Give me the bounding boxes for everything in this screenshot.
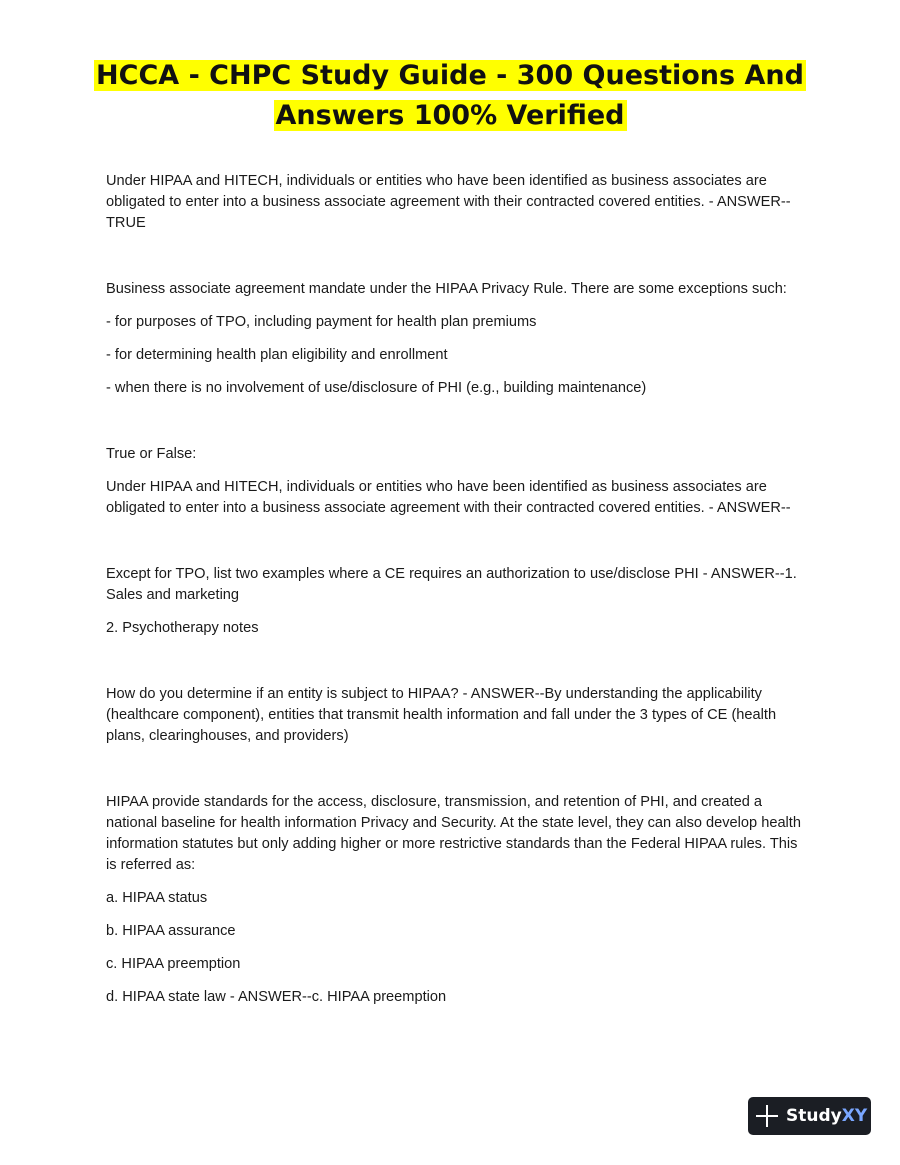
title-line-1: HCCA - CHPC Study Guide - 300 Questions And	[96, 60, 804, 91]
paragraph: d. HIPAA state law - ANSWER--c. HIPAA preemption	[106, 989, 447, 1005]
qa-block	[106, 684, 806, 747]
paragraph: b. HIPAA assurance	[106, 923, 236, 939]
qa-block	[106, 444, 806, 519]
studyxy-logo[interactable]	[748, 1097, 871, 1135]
logo-text	[786, 1106, 867, 1126]
document-body	[106, 171, 806, 1020]
qa-block	[106, 792, 806, 1008]
logo-text-main: Study	[786, 1106, 842, 1126]
paragraph: c. HIPAA preemption	[106, 956, 241, 972]
qa-block	[106, 279, 806, 399]
paragraph: Under HIPAA and HITECH, individuals or entities who have been identified as business associates are obligated to enter into a business associate agreement with their contracted covered entities. - ANSWER--TRUE	[106, 173, 791, 231]
paragraph: How do you determine if an entity is subject to HIPAA? - ANSWER--By understanding the applicability (healthcare component), entities that transmit health information and fall under the 3 types of CE (health plans, clearinghouses, and providers)	[106, 686, 777, 744]
logo-text-accent: XY	[841, 1106, 868, 1126]
plus-icon	[756, 1105, 778, 1127]
paragraph: 2. Psychotherapy notes	[106, 620, 259, 636]
paragraph: - when there is no involvement of use/disclosure of PHI (e.g., building maintenance)	[106, 380, 647, 396]
qa-block	[106, 564, 806, 639]
document-title	[0, 56, 900, 136]
paragraph: True or False:	[106, 446, 197, 462]
paragraph: Except for TPO, list two examples where a CE requires an authorization to use/disclose PHI - ANSWER--1. Sales and marketing	[106, 566, 797, 603]
paragraph: HIPAA provide standards for the access, disclosure, transmission, and retention of PHI, and created a national baseline for health information Privacy and Security. At the state level, they can also develop health information statutes but only adding higher or more restrictive standards than the Federal HIPAA rules. This is referred as:	[106, 794, 801, 873]
title-line-2: Answers 100% Verified	[275, 100, 625, 131]
paragraph: - for purposes of TPO, including payment for health plan premiums	[106, 314, 537, 330]
paragraph: Under HIPAA and HITECH, individuals or entities who have been identified as business associates are obligated to enter into a business associate agreement with their contracted covered entities. - ANSWER--	[106, 479, 791, 516]
paragraph: a. HIPAA status	[106, 890, 208, 906]
paragraph: Business associate agreement mandate under the HIPAA Privacy Rule. There are some exceptions such:	[106, 281, 787, 297]
paragraph: - for determining health plan eligibility and enrollment	[106, 347, 448, 363]
qa-block	[106, 171, 806, 234]
